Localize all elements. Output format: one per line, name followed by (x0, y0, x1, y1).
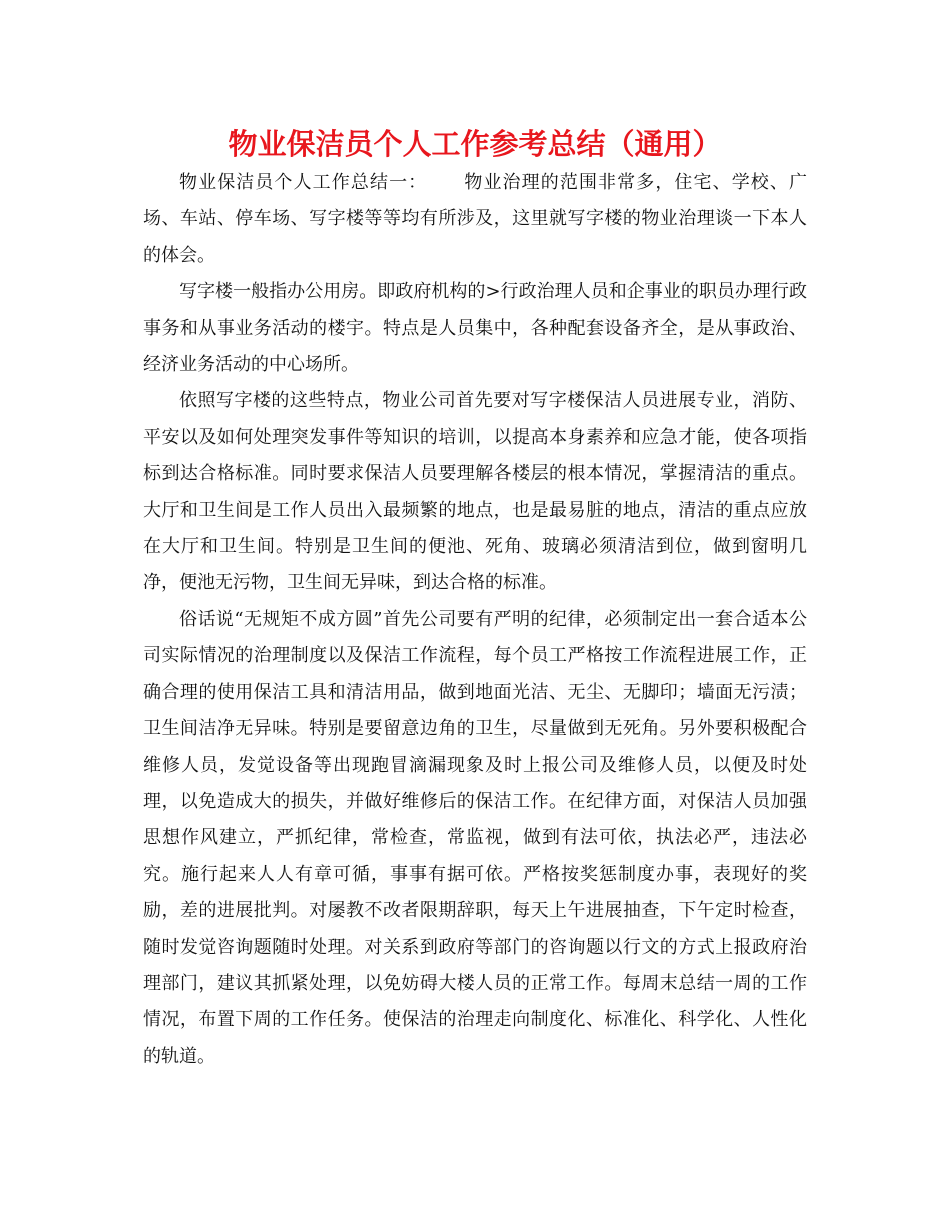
paragraph-1-text: 物业治理的范围非常多，住宅、学校、广场、车站、停车场、写字楼等等均有所涉及，这里就写字楼的物业治理谈一下本人的体会。 (143, 172, 808, 266)
document-title: 物业保洁员个人工作参考总结（通用） (228, 127, 722, 161)
paragraph-4: 俗话说“无规矩不成方圆”首先公司要有严明的纪律，必须制定出一套合适本公司实际情况的治理制度以及保洁工作流程，每个员工严格按工作流程进展工作，正确合理的使用保洁工具和清洁用品，做到地面光洁、无尘、无脚印；墙面无污渍；卫生间洁净无异味。特别是要留意边角的卫生，尽量做到无死角。另外要积极配合维修人员，发觉设备等出现跑冒滴漏现象及时上报公司及维修人员，以便及时处理，以免造成大的损失，并做好维修后的保洁工作。在纪律方面，对保洁人员加强思想作风建立，严抓纪律，常检查，常监视，做到有法可依，执法必严，违法必究。施行起来人人有章可循，事事有据可依。严格按奖惩制度办事，表现好的奖励，差的进展批判。对屡教不改者限期辞职，每天上午进展抽查，下午定时检查，随时发觉咨询题随时处理。对关系到政府等部门的咨询题以行文的方式上报政府治理部门，建议其抓紧处理，以免妨碍大楼人员的正常工作。每周末总结一周的工作情况，布置下周的工作任务。使保洁的治理走向制度化、标准化、科学化、人性化的轨道。 (143, 608, 807, 1067)
paragraph-2: 写字楼一般指办公用房。即政府机构的>行政治理人员和企事业的职员办理行政事务和从事业务活动的楼宇。特点是人员集中，各种配套设备齐全，是从事政治、经济业务活动的中心场所。 (143, 281, 807, 376)
document-body (143, 165, 807, 1075)
paragraph-3: 依照写字楼的这些特点，物业公司首先要对写字楼保洁人员进展专业，消防、平安以及如何处理突发事件等知识的培训，以提高本身素养和应急才能，使各项指标到达合格标准。同时要求保洁人员要理解各楼层的根本情况，掌握清洁的重点。大厅和卫生间是工作人员出入最频繁的地点，也是最易脏的地点，清洁的重点应放在大厅和卫生间。特别是卫生间的便池、死角、玻璃必须清洁到位，做到窗明几净，便池无污物，卫生间无异味，到达合格的标准。 (143, 390, 807, 594)
paragraph-1 (143, 165, 807, 274)
intro-label: 物业保洁员个人工作总结一： (179, 172, 428, 193)
